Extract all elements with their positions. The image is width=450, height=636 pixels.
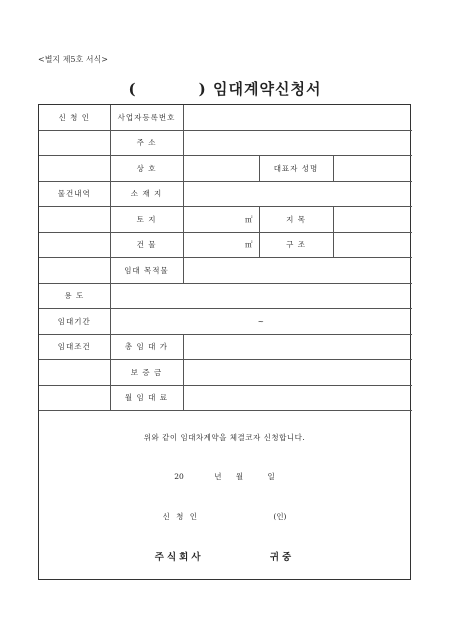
total-rent-field[interactable] [183,334,412,360]
date-line[interactable] [39,471,410,482]
date-century: 20 [174,472,184,481]
deposit-field[interactable] [183,360,412,386]
property-blank-cell [39,207,110,233]
property-blank-cell [39,258,110,284]
trade-name-label: 상 호 [110,156,183,182]
company-label: 주식회사 [154,552,204,563]
sqm-unit: ㎡ [245,240,254,250]
building-area-field[interactable] [183,232,259,258]
applicant-label: 신 청 인 [39,105,110,130]
land-area-field[interactable] [183,207,259,233]
total-rent-label: 총 임 대 가 [110,334,183,360]
lease-terms-blank-cell [39,360,110,386]
representative-label: 대표자 성명 [259,156,333,182]
lease-period-label: 임대기간 [39,309,110,335]
form-title [0,78,450,99]
signature-line[interactable] [39,511,410,522]
applicant-blank-cell [39,130,110,156]
honorific-label: 귀중 [269,552,295,563]
monthly-rent-label: 월 임 대 료 [110,385,183,411]
lease-purpose-field[interactable] [183,258,412,284]
signer-label: 신 청 인 [162,512,199,521]
statement-text: 위와 같이 임대차계약을 체결코자 신청합니다. [143,433,306,442]
structure-field[interactable] [333,232,412,258]
property-blank-cell [39,232,110,258]
title-open-paren: ( [128,80,137,98]
year-label: 년 [214,472,222,481]
building-label: 건 물 [110,232,183,258]
form-number-note: <별지 제5호 서식> [38,55,108,64]
location-label: 소 재 지 [110,181,183,207]
month-label: 월 [235,472,244,481]
land-category-label: 지 목 [259,207,333,233]
structure-label: 구 조 [259,232,333,258]
title-text: 임대계약신청서 [213,80,322,98]
biz-reg-no-field[interactable] [183,105,412,130]
land-label: 토 지 [110,207,183,233]
applicant-blank-cell [39,156,110,182]
representative-field[interactable] [333,156,412,182]
deposit-label: 보 증 금 [110,360,183,386]
lease-period-field[interactable]: ~ [110,309,412,335]
property-label: 물건내역 [39,181,110,207]
usage-label: 용 도 [39,283,110,309]
monthly-rent-field[interactable] [183,385,412,411]
usage-field[interactable] [110,283,412,309]
title-close-paren: ) [198,80,207,98]
land-category-field[interactable] [333,207,412,233]
location-field[interactable] [183,181,412,207]
trade-name-field[interactable] [183,156,259,182]
seal-mark: (인) [273,512,287,521]
recipient-line [39,549,410,563]
form-table [39,105,412,411]
day-label: 일 [267,472,275,481]
lease-terms-blank-cell [39,385,110,411]
sqm-unit: ㎡ [245,214,254,224]
biz-reg-no-label: 사업자등록번호 [110,105,183,130]
lease-purpose-label: 임대 목적물 [110,258,183,284]
lease-terms-label: 임대조건 [39,334,110,360]
address-field[interactable] [183,130,412,156]
application-form [38,104,411,580]
address-label: 주 소 [110,130,183,156]
